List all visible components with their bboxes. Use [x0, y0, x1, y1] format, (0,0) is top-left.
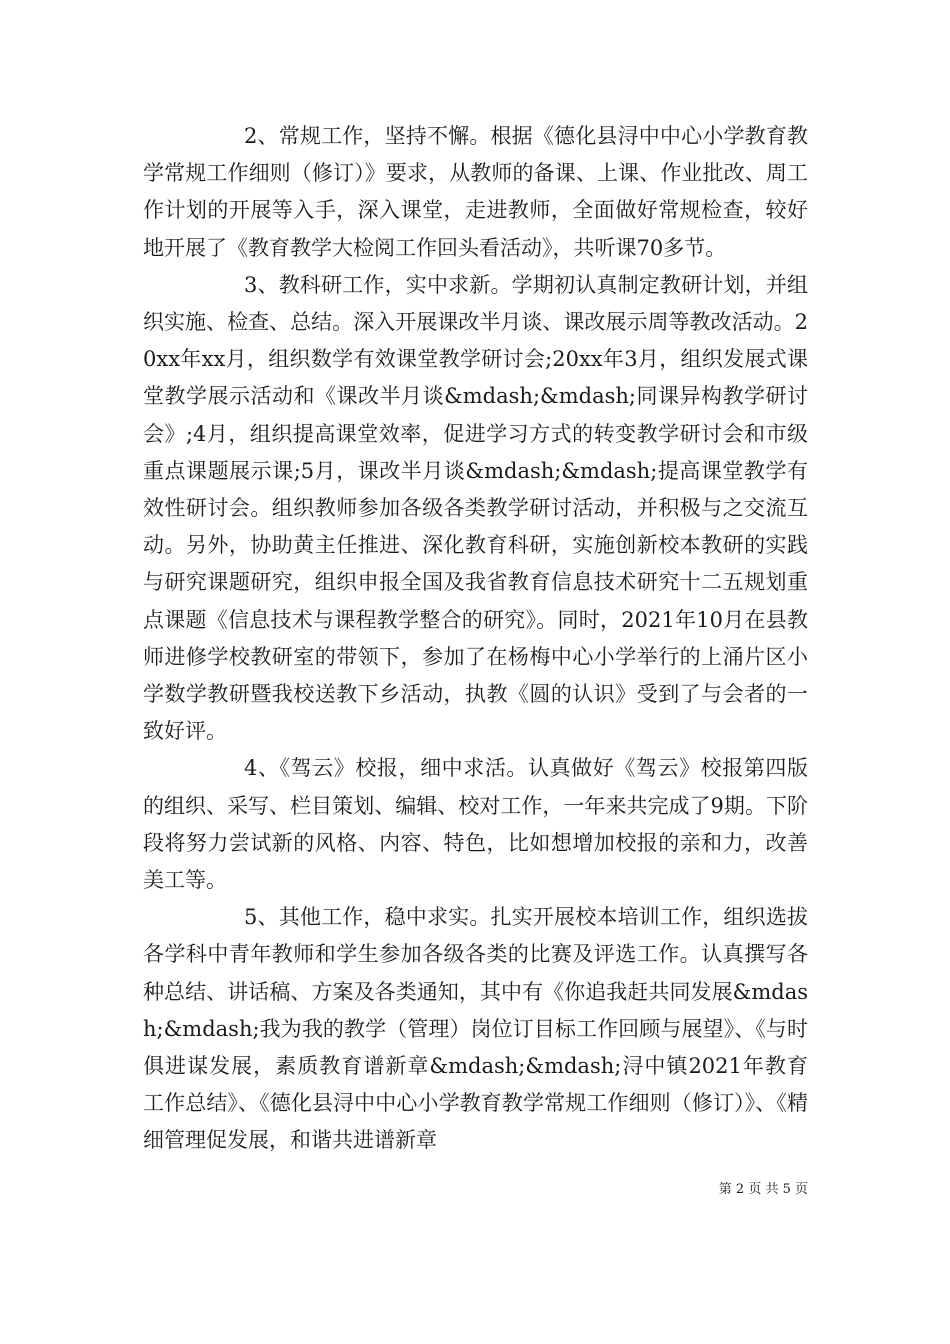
- body-text: [143, 118, 808, 1160]
- paragraph-school-newspaper: 4、《驾云》校报，细中求活。认真做好《驾云》校报第四版的组织、采写、栏目策划、编辑、校对工作，一年来共完成了9期。下阶段将努力尝试新的风格、内容、特色，比如想增加校报的亲和力，改善美工等。: [143, 756, 808, 893]
- paragraph-other-work: 5、其他工作，稳中求实。扎实开展校本培训工作，组织选拔各学科中青年教师和学生参加各级各类的比赛及评选工作。认真撰写各种总结、讲话稿、方案及各类通知，其中有《你追我赶共同发展&mdash;&mdash;我为我的教学（管理）岗位订目标工作回顾与展望》、《与时俱进谋发展，素质教育谱新章&mdash;&mdash;浔中镇2021年教育工作总结》、《德化县浔中中心小学教育教学常规工作细则（修订）》、《精细管理促发展，和谐共进谱新章: [143, 905, 808, 1153]
- paragraph-routine-work: 2、常规工作，坚持不懈。根据《德化县浔中中心小学教育教学常规工作细则（修订）》要求，从教师的备课、上课、作业批改、周工作计划的开展等入手，深入课堂，走进教师，全面做好常规检查，较好地开展了《教育教学大检阅工作回头看活动》，共听课70多节。: [143, 124, 808, 260]
- page-number: 第 2 页 共 5 页: [718, 1182, 808, 1197]
- paragraph-research-work: 3、教科研工作，实中求新。学期初认真制定教研计划，并组织实施、检查、总结。深入开展课改半月谈、课改展示周等教改活动。20xx年xx月，组织数学有效课堂教学研讨会;20xx年3月，组织发展式课堂教学展示活动和《课改半月谈&mdash;&mdash;同课异构教学研讨会》;4月，组织提高课堂效率，促进学习方式的转变教学研讨会和市级重点课题展示课;5月，课改半月谈&mdash;&mdash;提高课堂教学有效性研讨会。组织教师参加各级各类教学研讨活动，并积极与之交流互动。另外，协助黄主任推进、深化教育科研，实施创新校本教研的实践与研究课题研究，组织申报全国及我省教育信息技术研究十二五规划重点课题《信息技术与课程教学整合的研究》。同时，2021年10月在县教师进修学校教研室的带领下，参加了在杨梅中心小学举行的上涌片区小学数学教研暨我校送教下乡活动，执教《圆的认识》受到了与会者的一致好评。: [143, 272, 808, 744]
